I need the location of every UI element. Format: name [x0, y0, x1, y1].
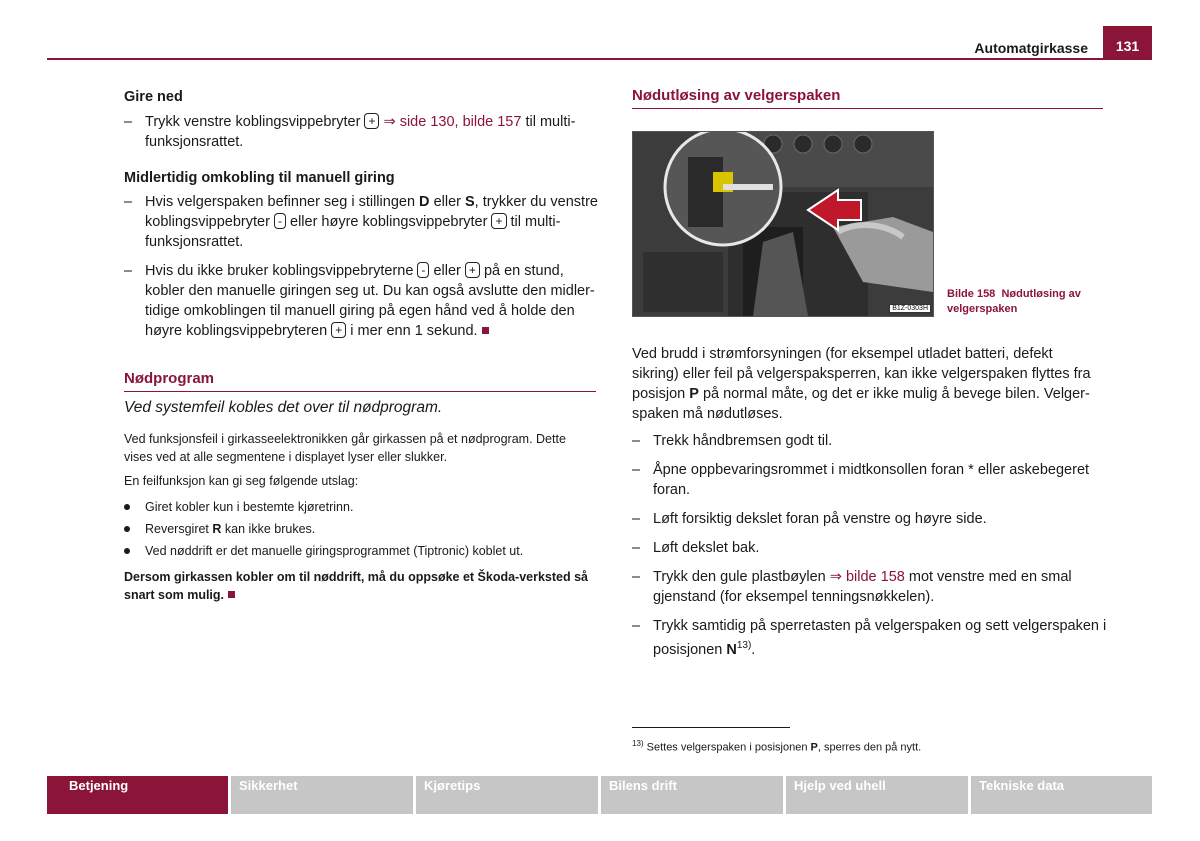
- page-number: 131: [1103, 26, 1152, 60]
- list-item: [632, 509, 1112, 529]
- figure-caption: [947, 287, 1107, 317]
- bullet-item: [124, 520, 594, 538]
- step-text: Åpne oppbevaringsrommet i midtkonsollen foran * eller askebegeret: [653, 462, 1090, 478]
- dash-marker: –: [632, 618, 641, 634]
- figure-reference-link[interactable]: ⇒ bilde 158: [829, 569, 905, 585]
- paragraph-line: vises ved at alle segmentene i displayet lyser eller slukker.: [124, 450, 448, 464]
- step-text: .: [751, 641, 756, 658]
- item-text: funksjonsrattet.: [145, 234, 244, 250]
- paragraph-text: på normal måte, og det er ikke mulig å bevege bilen. Velger-: [702, 386, 1090, 402]
- section-rule: [124, 391, 596, 392]
- dash-marker: –: [632, 540, 641, 556]
- position-d: D: [419, 194, 430, 210]
- step-text: posisjonen: [653, 641, 723, 658]
- item-text: til multi-: [525, 114, 576, 130]
- bullet-text: Ved nøddrift er det manuelle giringsprogrammet (Tiptronic) koblet ut.: [145, 544, 524, 558]
- item-text: Trykk venstre koblingsvippebryter: [145, 114, 361, 130]
- caption-text: Nødutløsing av: [1001, 288, 1081, 300]
- caption-text: velgerspaken: [947, 303, 1018, 315]
- footnote-text: , sperres den på nytt.: [817, 741, 922, 754]
- footer-tab-kjoretips[interactable]: Kjøretips: [416, 776, 598, 814]
- section-title-nodprogram: Nødprogram: [124, 370, 214, 387]
- minus-key-symbol: -: [274, 213, 286, 229]
- list-item: [124, 261, 604, 341]
- gear-r: R: [212, 522, 222, 536]
- item-text: til multi-: [510, 214, 561, 230]
- warning-line: Dersom girkassen kobler om til nøddrift, må du oppsøke et Škoda-verksted så: [124, 570, 589, 584]
- item-text: eller høyre koblingsvippebryter: [290, 214, 488, 230]
- bullet-dot: [124, 526, 130, 532]
- step-text: Trykk samtidig på sperretasten på velgerspaken og sett velgerspaken i: [653, 618, 1107, 634]
- section-end-marker: [228, 591, 235, 598]
- gear-console-illustration: [633, 132, 933, 316]
- plus-key-symbol: +: [465, 262, 480, 278]
- warning-line: snart som mulig.: [124, 588, 225, 602]
- header-rule: [47, 58, 1152, 60]
- item-text: funksjonsrattet.: [145, 134, 244, 150]
- item-text: høyre koblingsvippebryteren: [145, 323, 328, 339]
- step-text: Trykk den gule plastbøylen: [653, 569, 826, 585]
- position-n: N: [726, 641, 737, 658]
- footnote-reference[interactable]: 13): [736, 640, 752, 651]
- section-title-nodutlosing: Nødutløsing av velgerspaken: [632, 87, 841, 104]
- paragraph-line: Ved brudd i strømforsyningen (for eksempel utladet batteri, defekt: [632, 346, 1053, 362]
- list-item: [632, 431, 1112, 451]
- dash-marker: –: [124, 194, 133, 210]
- list-item: [632, 616, 1112, 656]
- paragraph: [124, 430, 566, 466]
- figure-gear-selector-photo: [632, 131, 934, 317]
- minus-key-symbol: -: [417, 262, 429, 278]
- running-header-title: Automatgirkasse: [974, 40, 1088, 56]
- list-item: [632, 460, 1112, 500]
- item-text: kobler den manuelle giringen seg ut. Du kan også avslutte den midler-: [145, 283, 595, 299]
- item-text: i mer enn 1 sekund.: [350, 323, 478, 339]
- item-text: koblingsvippebryter: [145, 214, 270, 230]
- list-item: [632, 567, 1112, 607]
- dash-marker: –: [124, 114, 133, 130]
- list-item: [632, 538, 1112, 558]
- dash-marker: –: [632, 511, 641, 527]
- step-text: Løft forsiktig dekslet foran på venstre og høyre side.: [653, 511, 987, 527]
- position-p: P: [689, 386, 699, 402]
- section-subtitle: Ved systemfeil kobles det over til nødprogram.: [124, 399, 443, 416]
- dash-marker: –: [632, 462, 641, 478]
- paragraph-text: posisjon: [632, 386, 686, 402]
- footer-tab-sikkerhet[interactable]: Sikkerhet: [231, 776, 413, 814]
- paragraph-line: spaken må nødutløses.: [632, 406, 783, 422]
- dash-marker: –: [632, 433, 641, 449]
- paragraph-line: sikring) eller feil på velgerspaksperren, kan ikke velgerspaken flyttes fra: [632, 366, 1091, 382]
- figure-code: B1Z-0303H: [889, 304, 931, 313]
- warning-text: [124, 568, 588, 604]
- item-text: på en stund,: [483, 263, 564, 279]
- footer-tab-hjelp-ved-uhell[interactable]: Hjelp ved uhell: [786, 776, 968, 814]
- bullet-dot: [124, 548, 130, 554]
- position-p: P: [810, 741, 818, 754]
- gire-ned-heading: Gire ned: [124, 89, 183, 105]
- footnote-mark: 13): [632, 739, 644, 748]
- section-rule: [632, 108, 1103, 109]
- bullet-item: [124, 498, 594, 516]
- paragraph: En feilfunksjon kan gi seg følgende utslag:: [124, 474, 359, 488]
- list-item: [124, 192, 604, 252]
- footnote-rule: [632, 727, 790, 728]
- list-item: [124, 112, 604, 152]
- item-text: Hvis velgerspaken befinner seg i stillingen: [145, 194, 416, 210]
- caption-label: Bilde 158: [947, 288, 996, 300]
- step-text: foran.: [653, 482, 691, 498]
- bullet-item: [124, 542, 594, 560]
- midlertidig-heading: Midlertidig omkobling til manuell giring: [124, 170, 395, 186]
- item-text: , trykker du venstre: [474, 194, 598, 210]
- bullet-text: Reversgiret: [145, 522, 209, 536]
- footnote-text: Settes velgerspaken i posisjonen: [646, 741, 808, 754]
- item-text: Hvis du ikke bruker koblingsvippebryterne: [145, 263, 414, 279]
- step-text: gjenstand (for eksempel tenningsnøkkelen).: [653, 589, 935, 605]
- item-text: eller: [433, 194, 461, 210]
- dash-marker: –: [124, 263, 133, 279]
- plus-key-symbol: +: [331, 322, 346, 338]
- step-text: mot venstre med en smal: [908, 569, 1072, 585]
- position-s: S: [465, 194, 475, 210]
- item-text: eller: [433, 263, 461, 279]
- dash-marker: –: [632, 569, 641, 585]
- bullet-dot: [124, 504, 130, 510]
- cross-reference-link[interactable]: ⇒ side 130, bilde 157: [383, 114, 522, 130]
- footnote: [632, 739, 921, 754]
- step-text: Trekk håndbremsen godt til.: [653, 433, 833, 449]
- plus-key-symbol: +: [364, 113, 379, 129]
- step-text: Løft dekslet bak.: [653, 540, 760, 556]
- item-text: tidige omkoblingen til manuell giring på egen hånd ved å holde den: [145, 303, 575, 319]
- bullet-text: kan ikke brukes.: [224, 522, 316, 536]
- footer-tab-betjening[interactable]: Betjening: [47, 776, 228, 814]
- footer-tab-bilens-drift[interactable]: Bilens drift: [601, 776, 783, 814]
- footer-tab-tekniske-data[interactable]: Tekniske data: [971, 776, 1152, 814]
- section-end-marker: [482, 327, 489, 334]
- paragraph: [632, 344, 1091, 424]
- plus-key-symbol: +: [491, 213, 506, 229]
- paragraph-line: Ved funksjonsfeil i girkasseelektronikken går girkassen på et nødprogram. Dette: [124, 432, 566, 446]
- bullet-text: Giret kobler kun i bestemte kjøretrinn.: [145, 500, 354, 514]
